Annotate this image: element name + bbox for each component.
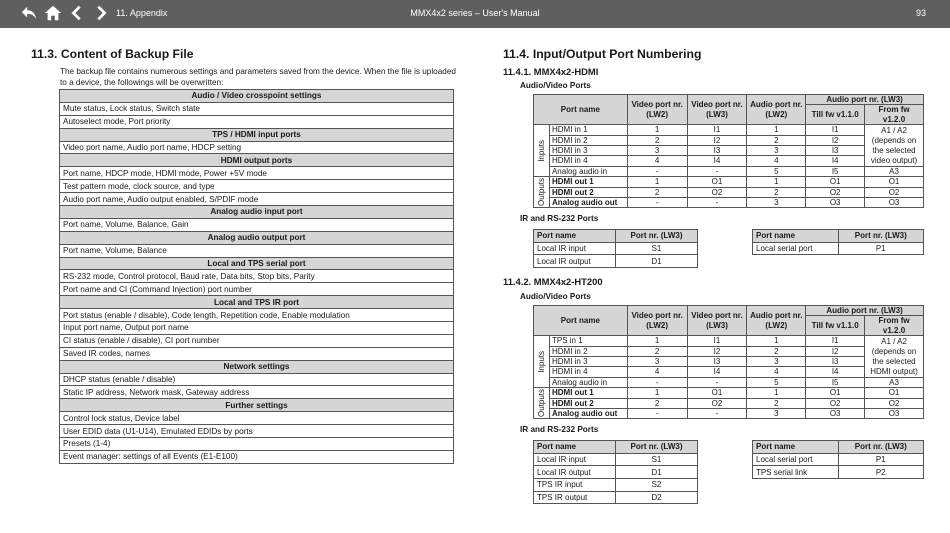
setting-text: Port name and CI (Command Injection) port number xyxy=(60,283,454,296)
setting-text: Event manager: settings of all Events (E1-E100) xyxy=(60,450,454,463)
port-name: Analog audio in xyxy=(549,377,627,387)
setting-text: Port name, Volume, Balance xyxy=(60,244,454,257)
outputs-label-text: Outputs xyxy=(536,178,546,207)
port-nr: S1 xyxy=(616,242,698,255)
audio-lw2: 1 xyxy=(747,388,806,398)
port-name: TPS in 1 xyxy=(549,336,627,346)
video-lw2-header: Video port nr. (LW2) xyxy=(627,95,687,125)
port-name-header: Port name xyxy=(534,230,616,243)
hdmi-heading: 11.4.1. MMX4x2-HDMI xyxy=(503,66,599,77)
table-row xyxy=(60,283,454,296)
audio-lw3-header: Audio port nr. (LW3) xyxy=(806,95,924,105)
video-lw2: 2 xyxy=(627,398,687,408)
port-name: Local IR output xyxy=(534,466,616,479)
group-header-row xyxy=(60,257,454,270)
video-lw3: - xyxy=(687,166,747,176)
port-name: HDMI out 2 xyxy=(549,187,627,197)
audio-lw2: 3 xyxy=(747,198,806,208)
port-nr: S1 xyxy=(616,453,698,466)
audio-lw3-till: O3 xyxy=(806,198,865,208)
input-row xyxy=(534,336,924,346)
group-header: Audio / Video crosspoint settings xyxy=(60,90,454,103)
video-lw2: - xyxy=(627,377,687,387)
header-row xyxy=(753,441,924,454)
audio-lw2: 2 xyxy=(747,135,806,145)
group-header: TPS / HDMI input ports xyxy=(60,128,454,141)
audio-lw2: 1 xyxy=(747,125,806,135)
port-name: HDMI in 3 xyxy=(549,146,627,156)
table-row xyxy=(60,347,454,360)
port-name-header: Port name xyxy=(534,95,628,125)
video-lw3: O2 xyxy=(687,187,747,197)
video-lw2: - xyxy=(627,198,687,208)
video-lw3-header: Video port nr. (LW3) xyxy=(687,95,747,125)
audio-lw3-till: I1 xyxy=(806,125,865,135)
group-header: Network settings xyxy=(60,360,454,373)
video-lw3: - xyxy=(687,409,747,419)
table-row xyxy=(60,438,454,451)
port-nr: D1 xyxy=(616,466,698,479)
port-name: Local serial port xyxy=(753,453,839,466)
audio-lw3-from: O2 xyxy=(865,187,924,197)
output-row xyxy=(534,177,924,187)
port-nr: D2 xyxy=(616,491,698,504)
backup-intro: The backup file contains numerous settings and parameters saved from the device. When the file is uploaded to a device, the followings will be overwritten: xyxy=(60,67,456,87)
video-lw2: 1 xyxy=(627,388,687,398)
input-row xyxy=(534,166,924,176)
ht200-ir-table xyxy=(533,440,698,504)
group-header-row xyxy=(60,231,454,244)
ht200-serial-table xyxy=(752,440,924,479)
table-row xyxy=(60,180,454,193)
video-lw2: 1 xyxy=(627,125,687,135)
audio-lw3-from: A3 xyxy=(865,166,924,176)
port-name: TPS serial link xyxy=(753,466,839,479)
audio-lw3-till: I2 xyxy=(806,135,865,145)
ht200-ir-heading: IR and RS-232 Ports xyxy=(520,425,599,434)
video-lw2: 1 xyxy=(627,336,687,346)
page-number: 93 xyxy=(915,8,926,18)
hdmi-ir-table xyxy=(533,229,698,268)
video-lw3: O1 xyxy=(687,388,747,398)
audio-lw3-till: O1 xyxy=(806,177,865,187)
group-header-row xyxy=(60,399,454,412)
port-name: Local IR input xyxy=(534,242,616,255)
video-lw2: - xyxy=(627,166,687,176)
setting-text: Port name, Volume, Balance, Gain xyxy=(60,218,454,231)
setting-text: Input port name, Output port name xyxy=(60,322,454,335)
till-fw-header: Till fw v1.1.0 xyxy=(806,316,865,336)
video-lw3: I4 xyxy=(687,367,747,377)
table-row xyxy=(60,373,454,386)
table-row xyxy=(60,270,454,283)
audio-lw3-till: I2 xyxy=(806,346,865,356)
port-nr-header: Port nr. (LW3) xyxy=(838,441,924,454)
video-lw3: O2 xyxy=(687,398,747,408)
output-row xyxy=(534,198,924,208)
table-row xyxy=(60,141,454,154)
audio-lw3-merged-note: A1 / A2 (depends on the selected video output) xyxy=(865,125,924,167)
hdmi-av-table xyxy=(533,94,924,208)
audio-lw2: 4 xyxy=(747,156,806,166)
audio-lw3-till: I3 xyxy=(806,357,865,367)
audio-lw3-till: I5 xyxy=(806,166,865,176)
inputs-label-text: Inputs xyxy=(536,350,546,373)
audio-lw3-till: I5 xyxy=(806,377,865,387)
port-name-header: Port name xyxy=(753,441,839,454)
table-row xyxy=(60,412,454,425)
output-row xyxy=(534,187,924,197)
port-name: Local IR output xyxy=(534,255,616,268)
group-header-row xyxy=(60,154,454,167)
hdmi-serial-table xyxy=(752,229,924,255)
table-row xyxy=(60,309,454,322)
table-row xyxy=(60,244,454,257)
video-lw2: 3 xyxy=(627,146,687,156)
setting-text: Presets (1-4) xyxy=(60,438,454,451)
port-name: HDMI in 2 xyxy=(549,135,627,145)
table-row xyxy=(60,193,454,206)
video-lw2: 2 xyxy=(627,187,687,197)
audio-lw3-till: I4 xyxy=(806,367,865,377)
table-row xyxy=(60,115,454,128)
header-row xyxy=(534,95,924,105)
input-row xyxy=(534,125,924,135)
group-header-row xyxy=(60,360,454,373)
group-header: Further settings xyxy=(60,399,454,412)
table-row xyxy=(534,479,698,492)
header-section: 11. Appendix xyxy=(116,8,168,18)
header-title: MMX4x2 series – User's Manual xyxy=(410,8,540,18)
audio-lw3-from: O1 xyxy=(865,388,924,398)
header-bar xyxy=(0,0,950,28)
ht200-av-table xyxy=(533,305,924,419)
video-lw2: 3 xyxy=(627,357,687,367)
table-row xyxy=(60,425,454,438)
audio-lw2: 3 xyxy=(747,357,806,367)
outputs-label xyxy=(534,388,550,419)
header-row xyxy=(534,441,698,454)
port-name: HDMI in 1 xyxy=(549,125,627,135)
audio-lw3-from: O3 xyxy=(865,198,924,208)
audio-lw2: 2 xyxy=(747,398,806,408)
group-header-row xyxy=(60,206,454,219)
video-lw3-header: Video port nr. (LW3) xyxy=(687,306,747,336)
inputs-label xyxy=(534,336,550,388)
audio-lw3-from: O1 xyxy=(865,177,924,187)
audio-lw3-till: O2 xyxy=(806,398,865,408)
table-row xyxy=(753,453,924,466)
port-name: TPS IR input xyxy=(534,479,616,492)
backup-heading: 11.3. Content of Backup File xyxy=(31,47,194,61)
header-row xyxy=(753,230,924,243)
audio-lw2: 2 xyxy=(747,187,806,197)
group-header: HDMI output ports xyxy=(60,154,454,167)
setting-text: RS-232 mode, Control protocol, Baud rate, Data bits, Stop bits, Parity xyxy=(60,270,454,283)
video-lw3: I3 xyxy=(687,146,747,156)
hdmi-ir-heading: IR and RS-232 Ports xyxy=(520,214,599,223)
ht200-av-heading: Audio/Video Ports xyxy=(520,292,591,301)
setting-text: Autoselect mode, Port priority xyxy=(60,115,454,128)
video-lw3: I2 xyxy=(687,135,747,145)
port-nr: P1 xyxy=(838,453,924,466)
port-name: HDMI out 2 xyxy=(549,398,627,408)
audio-lw3-from: A3 xyxy=(865,377,924,387)
port-name: Local serial port xyxy=(753,242,839,255)
video-lw3: O1 xyxy=(687,177,747,187)
table-row xyxy=(60,167,454,180)
table-row xyxy=(534,466,698,479)
setting-text: User EDID data (U1-U14), Emulated EDIDs by ports xyxy=(60,425,454,438)
video-lw2: 2 xyxy=(627,135,687,145)
video-lw2: 2 xyxy=(627,346,687,356)
input-row xyxy=(534,377,924,387)
port-nr-header: Port nr. (LW3) xyxy=(838,230,924,243)
inputs-label xyxy=(534,125,550,177)
outputs-label-text: Outputs xyxy=(536,389,546,418)
group-header-row xyxy=(60,90,454,103)
port-name: Analog audio out xyxy=(549,198,627,208)
inputs-label-text: Inputs xyxy=(536,139,546,162)
port-name-header: Port name xyxy=(534,306,628,336)
output-row xyxy=(534,388,924,398)
setting-text: Video port name, Audio port name, HDCP setting xyxy=(60,141,454,154)
video-lw3: I2 xyxy=(687,346,747,356)
port-name: TPS IR output xyxy=(534,491,616,504)
table-row xyxy=(534,453,698,466)
table-row xyxy=(534,242,698,255)
audio-lw3-merged-note: A1 / A2 (depends on the selected HDMI output) xyxy=(865,336,924,378)
ht200-heading: 11.4.2. MMX4x2-HT200 xyxy=(503,276,603,287)
port-name: HDMI in 2 xyxy=(549,346,627,356)
backup-table xyxy=(59,89,454,464)
video-lw3: I1 xyxy=(687,125,747,135)
video-lw2: 4 xyxy=(627,156,687,166)
table-row xyxy=(60,334,454,347)
group-header-row xyxy=(60,296,454,309)
port-nr: D1 xyxy=(616,255,698,268)
output-row xyxy=(534,398,924,408)
table-row xyxy=(753,242,924,255)
setting-text: Audio port name, Audio output enabled, S/PDIF mode xyxy=(60,193,454,206)
port-name: Local IR input xyxy=(534,453,616,466)
group-header: Analog audio input port xyxy=(60,206,454,219)
audio-lw2: 3 xyxy=(747,409,806,419)
port-nr-header: Port nr. (LW3) xyxy=(616,230,698,243)
video-lw2: 1 xyxy=(627,177,687,187)
video-lw2-header: Video port nr. (LW2) xyxy=(627,306,687,336)
audio-lw3-header: Audio port nr. (LW3) xyxy=(806,306,924,316)
port-name: HDMI in 4 xyxy=(549,367,627,377)
setting-text: Test pattern mode, clock source, and type xyxy=(60,180,454,193)
header-row xyxy=(534,306,924,316)
video-lw3: I1 xyxy=(687,336,747,346)
audio-lw2: 2 xyxy=(747,346,806,356)
header-row xyxy=(534,230,698,243)
audio-lw3-till: O1 xyxy=(806,388,865,398)
till-fw-header: Till fw v1.1.0 xyxy=(806,105,865,125)
audio-lw3-till: O2 xyxy=(806,187,865,197)
setting-text: Saved IR codes, names xyxy=(60,347,454,360)
port-name: HDMI in 4 xyxy=(549,156,627,166)
setting-text: Static IP address, Network mask, Gateway address xyxy=(60,386,454,399)
output-row xyxy=(534,409,924,419)
setting-text: CI status (enable / disable), CI port number xyxy=(60,334,454,347)
port-name: Analog audio out xyxy=(549,409,627,419)
table-row xyxy=(60,102,454,115)
group-header: Local and TPS serial port xyxy=(60,257,454,270)
audio-lw2: 5 xyxy=(747,166,806,176)
port-nr: S2 xyxy=(616,479,698,492)
audio-lw2: 5 xyxy=(747,377,806,387)
video-lw3: I3 xyxy=(687,357,747,367)
audio-lw2: 3 xyxy=(747,146,806,156)
table-row xyxy=(534,491,698,504)
setting-text: Mute status, Lock status, Switch state xyxy=(60,102,454,115)
port-nr-header: Port nr. (LW3) xyxy=(616,441,698,454)
from-fw-header: From fw v1.2.0 xyxy=(865,316,924,336)
audio-lw2: 1 xyxy=(747,177,806,187)
setting-text: Port status (enable / disable), Code length, Repetition code, Enable modulation xyxy=(60,309,454,322)
video-lw2: 4 xyxy=(627,367,687,377)
setting-text: Control lock status, Device label xyxy=(60,412,454,425)
port-name: Analog audio in xyxy=(549,166,627,176)
audio-lw2-header: Audio port nr. (LW2) xyxy=(747,95,806,125)
table-row xyxy=(534,255,698,268)
port-name-header: Port name xyxy=(534,441,616,454)
setting-text: Port name, HDCP mode, HDMI mode, Power +5V mode xyxy=(60,167,454,180)
audio-lw3-till: I1 xyxy=(806,336,865,346)
hdmi-av-heading: Audio/Video Ports xyxy=(520,81,591,90)
port-name: HDMI out 1 xyxy=(549,177,627,187)
from-fw-header: From fw v1.2.0 xyxy=(865,105,924,125)
audio-lw2: 4 xyxy=(747,367,806,377)
group-header: Local and TPS IR port xyxy=(60,296,454,309)
table-row xyxy=(60,450,454,463)
audio-lw3-from: O2 xyxy=(865,398,924,408)
video-lw3: - xyxy=(687,198,747,208)
audio-lw3-till: I3 xyxy=(806,146,865,156)
audio-lw2: 1 xyxy=(747,336,806,346)
port-name-header: Port name xyxy=(753,230,839,243)
audio-lw2-header: Audio port nr. (LW2) xyxy=(747,306,806,336)
audio-lw3-till: O3 xyxy=(806,409,865,419)
table-row xyxy=(753,466,924,479)
audio-lw3-till: I4 xyxy=(806,156,865,166)
port-name: HDMI out 1 xyxy=(549,388,627,398)
setting-text: DHCP status (enable / disable) xyxy=(60,373,454,386)
table-row xyxy=(60,218,454,231)
video-lw3: - xyxy=(687,377,747,387)
port-numbering-heading: 11.4. Input/Output Port Numbering xyxy=(503,47,702,61)
port-name: HDMI in 3 xyxy=(549,357,627,367)
table-row xyxy=(60,386,454,399)
group-header: Analog audio output port xyxy=(60,231,454,244)
port-nr: P1 xyxy=(838,242,924,255)
audio-lw3-from: O3 xyxy=(865,409,924,419)
video-lw2: - xyxy=(627,409,687,419)
table-row xyxy=(60,322,454,335)
video-lw3: I4 xyxy=(687,156,747,166)
group-header-row xyxy=(60,128,454,141)
port-nr: P2 xyxy=(838,466,924,479)
outputs-label xyxy=(534,177,550,208)
